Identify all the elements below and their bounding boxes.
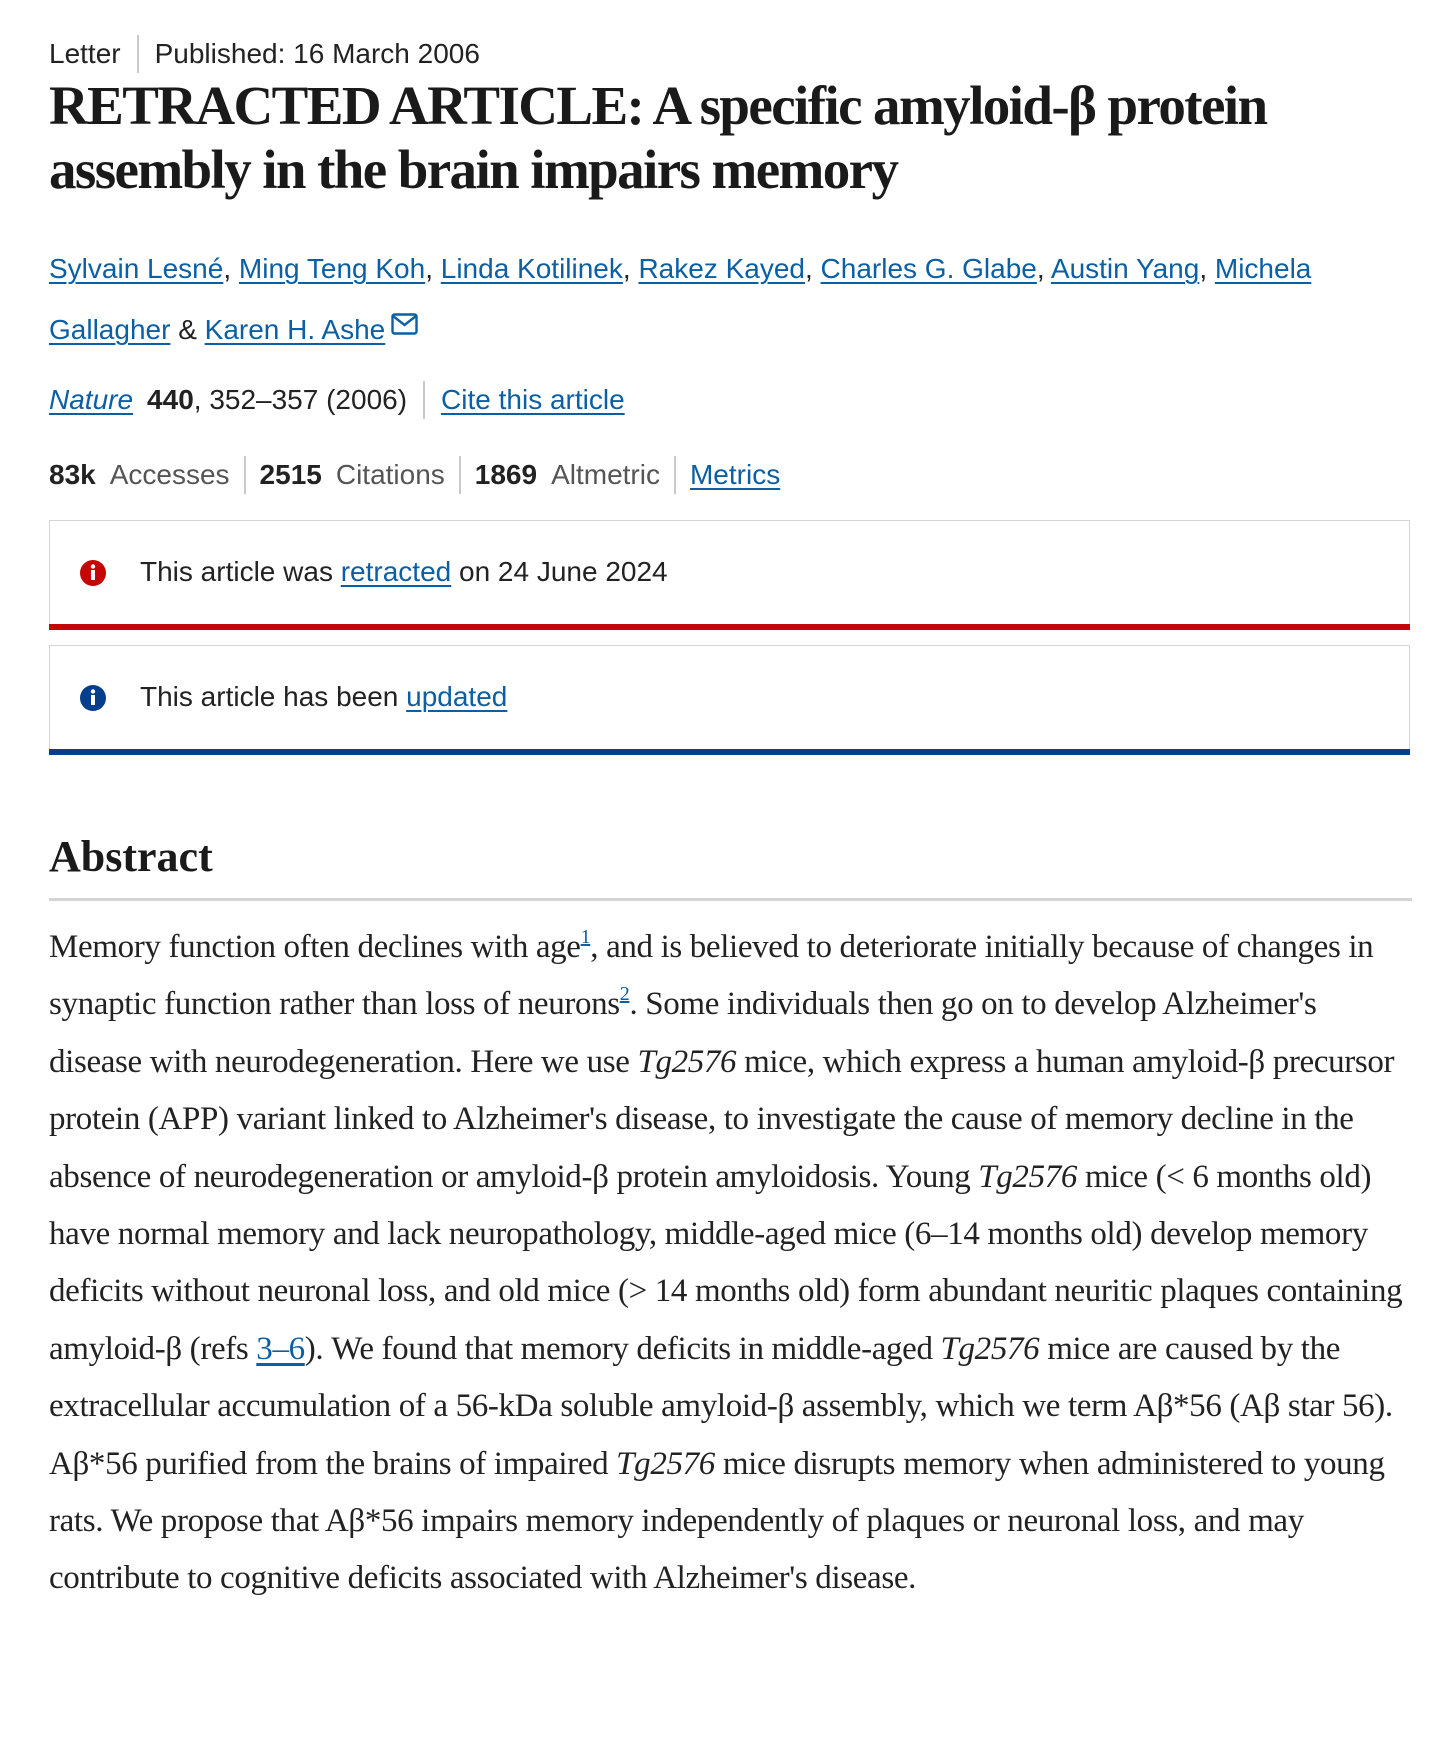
article-metrics	[49, 455, 780, 495]
author-link[interactable]: Michela Gallagher	[49, 253, 1312, 345]
divider	[459, 456, 461, 494]
retraction-prefix: This article was	[140, 556, 341, 587]
journal-link[interactable]: Nature	[49, 384, 134, 415]
author-list	[49, 240, 1412, 358]
author-separator: ,	[1036, 253, 1045, 284]
abstract-divider	[49, 898, 1412, 901]
reference-marker	[620, 983, 630, 1005]
author-separator: ,	[804, 253, 813, 284]
author-separator: ,	[223, 253, 232, 284]
citation-line	[49, 380, 625, 420]
abstract-segment: mice disrupts memory when administered to young rats. We propose that Aβ*56 impairs memory independently of plaques or neuronal loss, and may contribute to cognitive deficits associated with Alzheimer's disease.	[49, 1445, 1385, 1597]
reference-link[interactable]: 1	[580, 926, 591, 948]
author-separator: &	[178, 314, 197, 345]
author-link[interactable]: Charles G. Glabe	[820, 253, 1037, 284]
author-link[interactable]: Rakez Kayed	[638, 253, 805, 284]
author-link[interactable]: Linda Kotilinek	[440, 253, 623, 284]
divider	[137, 35, 139, 73]
citations-label: Citations	[335, 459, 445, 490]
strain-name: Tg2576	[978, 1158, 1078, 1195]
envelope-icon[interactable]	[391, 297, 418, 354]
strain-name: Tg2576	[616, 1445, 715, 1482]
update-notice	[49, 645, 1410, 749]
updated-link[interactable]: updated	[406, 681, 508, 712]
retraction-text	[140, 552, 668, 592]
abstract-segment: , and is believed to deteriorate initially because of changes in synaptic function rather than loss of neurons	[49, 929, 1374, 1023]
author-link[interactable]: Ming Teng Koh	[238, 253, 426, 284]
author-separator: ,	[622, 253, 631, 284]
info-icon	[79, 559, 107, 592]
author-link[interactable]: Karen H. Ashe	[204, 314, 386, 345]
reference-link[interactable]: 2	[619, 983, 630, 1006]
volume: 440	[147, 384, 194, 415]
accesses-count: 83k	[49, 459, 96, 490]
retraction-date: on 24 June 2024	[451, 556, 668, 587]
author-separator: ,	[1199, 253, 1208, 284]
abstract-segment: mice, which express a human amyloid-β precursor protein (APP) variant linked to Alzheimer's disease, to investigate the cause of memory decline in the absence of neurodegeneration or amyloid-β protein amyloidosis. Young	[49, 1043, 1395, 1195]
pages-year: , 352–357 (2006)	[193, 384, 408, 415]
strain-name: Tg2576	[940, 1330, 1040, 1367]
strain-name: Tg2576	[637, 1043, 737, 1080]
author-separator: ,	[425, 253, 433, 284]
update-prefix: This article has been	[140, 681, 407, 712]
update-bar	[49, 749, 1410, 755]
update-text	[140, 677, 507, 717]
accesses-label: Accesses	[109, 459, 230, 490]
author-link[interactable]: Sylvain Lesné	[49, 253, 224, 284]
divider	[244, 456, 246, 494]
published-date: Published: 16 March 2006	[154, 38, 480, 69]
altmetric-label: Altmetric	[551, 459, 660, 490]
article-type: Letter	[49, 38, 121, 69]
reference-marker	[581, 926, 591, 948]
author-link[interactable]: Austin Yang	[1050, 253, 1200, 284]
retracted-link[interactable]: retracted	[340, 556, 452, 587]
abstract-heading: Abstract	[49, 832, 213, 881]
divider	[423, 381, 425, 419]
divider	[674, 456, 676, 494]
abstract-segment: ). We found that memory deficits in middle-aged	[304, 1330, 941, 1367]
retraction-bar	[49, 624, 1410, 630]
cite-article-link[interactable]: Cite this article	[441, 384, 625, 415]
altmetric-score: 1869	[474, 459, 538, 490]
abstract-segment: . Some individuals then go on to develop Alzheimer's disease with neurodegeneration. Here we use	[49, 986, 1317, 1080]
info-icon	[79, 684, 107, 717]
article-title: RETRACTED ARTICLE: A specific amyloid-β protein assembly in the brain impairs memory	[49, 75, 1267, 200]
abstract-segment: Memory function often declines with age	[49, 929, 581, 965]
abstract-segment: mice (< 6 months old) have normal memory and lack neuropathology, middle-aged mice (6–14 months old) develop memory deficits without neuronal loss, and old mice (> 14 months old) form abundant neuritic plaques containing amyloid-β (refs	[49, 1158, 1403, 1367]
abstract-segment: mice are caused by the extracellular accumulation of a 56-kDa soluble amyloid-β assembly, which we term Aβ*56 (Aβ star 56). Aβ*56 purified from the brains of impaired	[49, 1330, 1393, 1482]
citations-count: 2515	[259, 459, 322, 490]
reference-link[interactable]: 3–6	[256, 1330, 305, 1367]
abstract-text	[49, 919, 1412, 1608]
metrics-link[interactable]: Metrics	[689, 459, 781, 490]
retraction-notice	[49, 520, 1410, 624]
article-meta	[49, 34, 480, 74]
